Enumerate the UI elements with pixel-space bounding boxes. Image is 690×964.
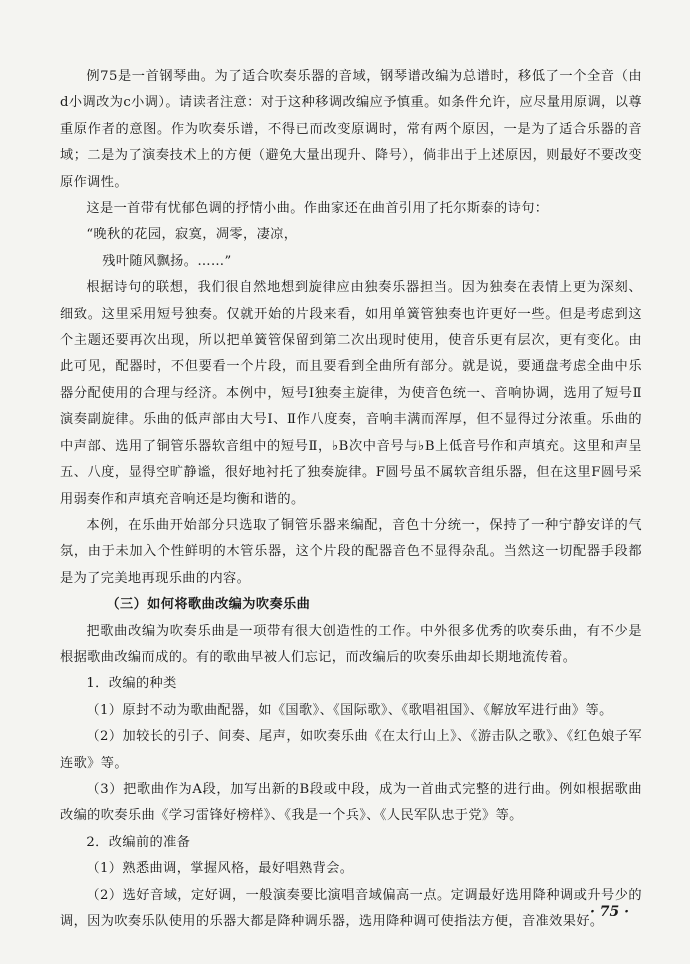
subheading-arrangement-types: 1．改编的种类 <box>86 676 177 692</box>
poem-line-1: “晚秋的花园，寂寞，凋零，凄凉， <box>86 227 298 243</box>
paragraph-orchestration-analysis: 根据诗句的联想，我们很自然地想到旋律应由独奏乐器担当。因为独奏在表情上更为深刻、细致。这里采用短号独奏。仅就开始的片段来看，如用单簧管独奏也许更好一些。但是考虑到这个主题还要再次出现，所以把单簧管保留到第二次出现时使用，使音乐更有层次，更有变化。由此可见，配器时，不但要看一个片段，而且要看到全曲所有部分。就是说，要通盘考虑全曲中乐器分配使用的合理与经济。本例中，短号Ⅰ独奏主旋律，为使音色统一、音响协调，选用了短号Ⅱ演奏副旋律。乐曲的低声部由大号Ⅰ、Ⅱ作八度奏，音响丰满而浑厚，但不显得过分浓重。乐曲的中声部、选用了铜管乐器软音组中的短号Ⅱ，♭B次中音号与♭B上低音号作和声填充。这里和声呈五、八度，显得空旷静谧，很好地衬托了独奏旋律。F圆号虽不属软音组乐器，但在这里F圆号采用弱奏作和声填充音响还是均衡和谐的。 <box>60 280 642 507</box>
list-item-prep-1: （1）熟悉曲调，掌握风格，最好唱熟背会。 <box>86 861 354 877</box>
list-item-prep-2: （2）选好音域，定好调，一般演奏要比演唱音域偏高一点。定调最好选用降种调或升号少的调，因为吹奏乐队使用的乐器大都是降种调乐器，选用降种调可使指法方便，音准效果好。 <box>60 887 642 929</box>
poem-line-2: 残叶随风飘扬。……” <box>102 253 232 269</box>
paragraph-brass-only: 本例，在乐曲开始部分只选取了铜管乐器来编配，音色十分统一，保持了一种宁静安详的气氛，由于未加入个性鲜明的木管乐器，这个片段的配器音色不显得杂乱。当然这一切配器手段都是为了完美地再现乐曲的内容。 <box>60 517 642 586</box>
paragraph-example-75-intro: 例75是一首钢琴曲。为了适合吹奏乐器的音域，钢琴谱改编为总谱时，移低了一个全音（由d小调改为c小调）。请读者注意：对于这种移调改编应予慎重。如条件允许，应尽量用原调，以尊重原作者的意图。作为吹奏乐谱，不得已而改变原调时，常有两个原因，一是为了适合乐器的音域；二是为了演奏技术上的方便（避免大量出现升、降号），倘非出于上述原因，则最好不要改变原作调性。 <box>60 69 642 190</box>
list-item-type-3: （3）把歌曲作为A段，加写出新的B段或中段，成为一首曲式完整的进行曲。例如根据歌曲改编的吹奏乐曲《学习雷锋好榜样》、《我是一个兵》、《人民军队忠于党》等。 <box>60 781 642 824</box>
paragraph-lyric-piece: 这是一首带有忧郁色调的抒情小曲。作曲家还在曲首引用了托尔斯泰的诗句： <box>86 201 549 217</box>
page-body <box>60 64 642 935</box>
list-item-type-2: （2）加较长的引子、间奏、尾声，如吹奏乐曲《在太行山上》、《游击队之歌》、《红色娘子军连歌》等。 <box>60 729 642 771</box>
list-item-type-1: （1）原封不动为歌曲配器，如《国歌》、《国际歌》、《歌唱祖国》、《解放军进行曲》等。 <box>86 702 613 718</box>
subheading-preparation: 2．改编前的准备 <box>86 834 191 850</box>
paragraph-song-arrangement: 把歌曲改编为吹奏乐曲是一项带有很大创造性的工作。中外很多优秀的吹奏乐曲，有不少是根据歌曲改编而成的。有的歌曲早被人们忘记，而改编后的吹奏乐曲却长期地流传着。 <box>60 623 642 665</box>
section-heading: （三）如何将歌曲改编为吹奏乐曲 <box>106 597 311 613</box>
page-number: · 75 · <box>590 904 629 920</box>
